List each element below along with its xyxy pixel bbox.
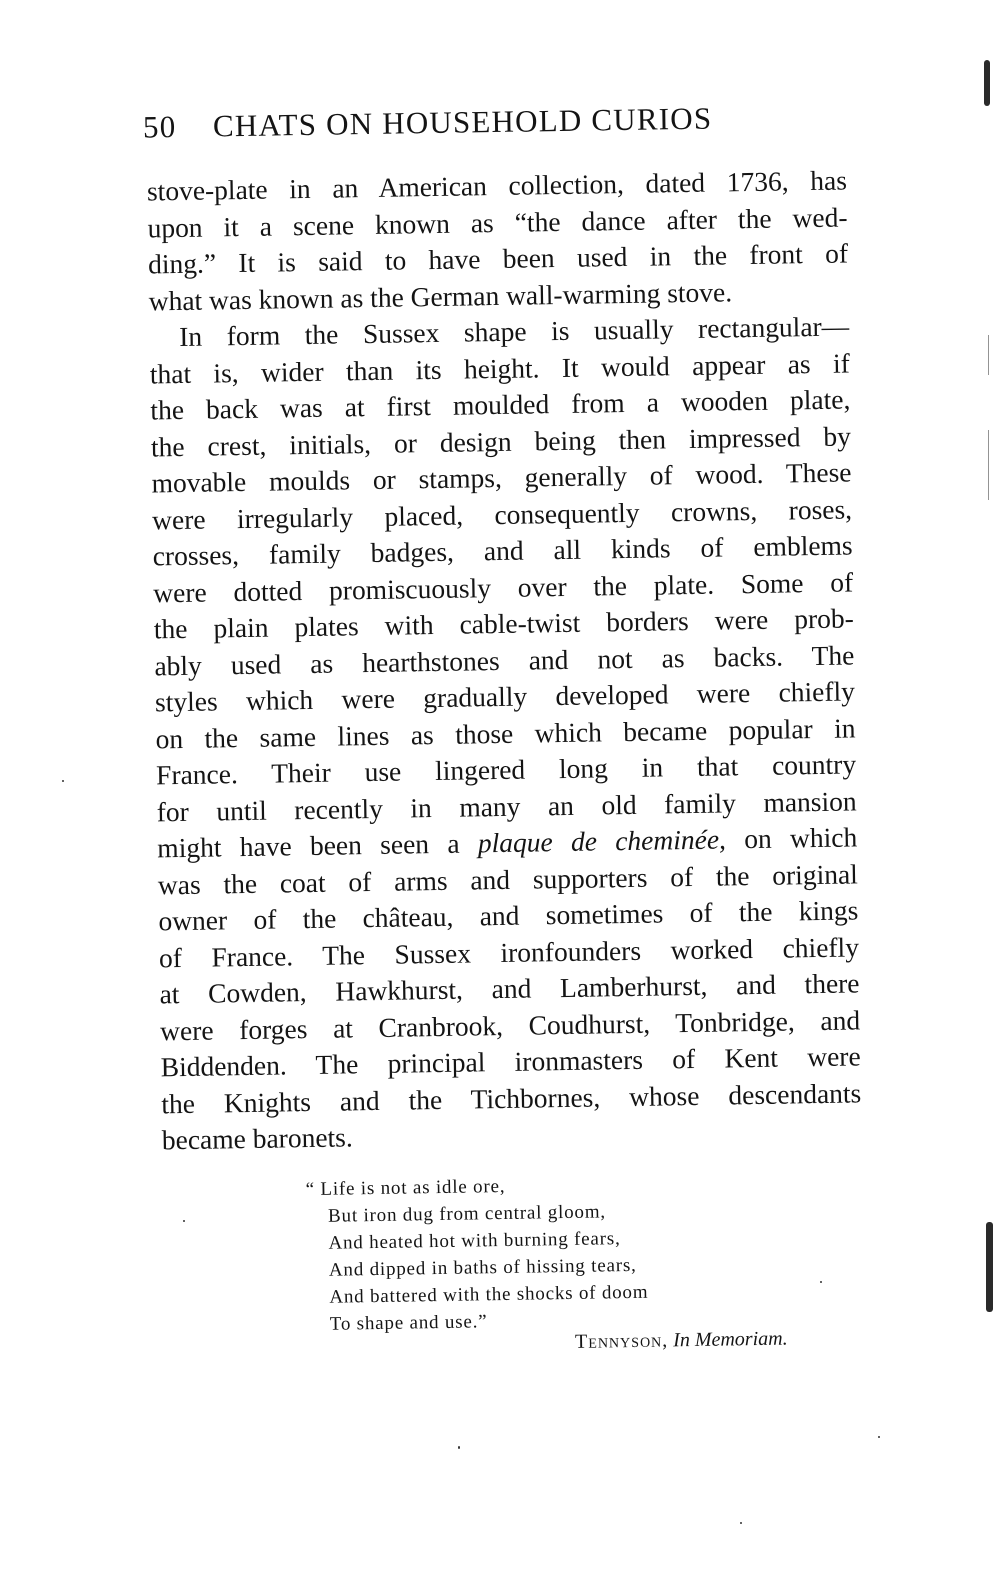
text-line: the back was at first moulded from a wooden plate, — [150, 383, 851, 426]
verse-line: To shape and use.” — [329, 1311, 488, 1335]
quote-attribution — [575, 1328, 788, 1354]
text-line: on the same lines as those which became popular in — [155, 711, 856, 754]
text-line: for until recently in many an old family mansion — [156, 784, 857, 827]
text-line: the plain plates with cable-twist borders were prob- — [153, 602, 854, 645]
text-line: France. Their use lingered long in that country — [155, 748, 857, 791]
running-head — [143, 99, 823, 146]
text-line: upon it a scene known as “the dance after the wed- — [147, 200, 848, 243]
verse-line: And dipped in baths of hissing tears, — [328, 1254, 637, 1281]
text-line: crosses, family badges, and all kinds of emblems — [152, 529, 853, 572]
verse-line: But iron dug from central gloom, — [327, 1201, 607, 1227]
body-text — [147, 162, 862, 1158]
text-line: became baronets. — [161, 1121, 353, 1156]
text-line: styles which were gradually developed were chiefly — [154, 675, 856, 718]
text-line: Biddenden. The principal ironmasters of Kent were — [160, 1040, 861, 1083]
text-line: were forges at Cranbrook, Coudhurst, Tonbridge, and — [159, 1003, 861, 1046]
page-number: 50 — [142, 109, 177, 145]
text-run: might have been seen a — [157, 827, 479, 864]
text-line: the crest, initials, or design being then impressed by — [150, 419, 852, 462]
quote-author: Tennyson, — [574, 1329, 669, 1353]
verse-line: And battered with the shocks of doom — [329, 1281, 649, 1308]
text-line: ding.” It is said to have been used in the front of — [147, 237, 849, 280]
scan-speck — [820, 1281, 822, 1283]
book-title: CHATS ON HOUSEHOLD CURIOS — [212, 100, 713, 144]
scan-speck — [62, 780, 64, 782]
text-line: of France. The Sussex ironfounders worked chiefly — [158, 930, 860, 973]
text-line: In form the Sussex shape is usually rectangular— — [179, 310, 850, 352]
text-line: the Knights and the Tichbornes, whose descendants — [161, 1076, 862, 1119]
text-line: what was known as the German wall-warming stove. — [148, 275, 733, 316]
scan-edge-mark — [988, 430, 989, 500]
scan-edge-mark — [984, 60, 990, 106]
verse-quotation — [305, 1167, 867, 1338]
scan-edge-mark — [988, 335, 989, 375]
verse-line: And heated hot with burning fears, — [328, 1228, 621, 1254]
text-line: was the coat of arms and supporters of the original — [157, 857, 859, 900]
text-line: at Cowden, Hawkhurst, and Lamberhurst, and there — [159, 967, 860, 1010]
verse-line: “ Life is not as idle ore, — [305, 1175, 506, 1201]
text-line: owner of the château, and sometimes of the kings — [158, 894, 859, 937]
scan-edge-mark — [986, 1222, 993, 1312]
scan-speck — [458, 1446, 460, 1449]
scan-speck — [183, 1220, 185, 1222]
text-line: were irregularly placed, consequently crowns, roses, — [151, 492, 853, 535]
scan-speck — [740, 1522, 742, 1524]
scan-speck — [878, 1436, 880, 1438]
quote-work-title: In Memoriam. — [673, 1327, 788, 1352]
text-run: on which — [725, 821, 858, 855]
text-line: movable moulds or stamps, generally of wood. These — [151, 456, 852, 499]
text-line: that is, wider than its height. It would appear as if — [149, 346, 850, 389]
text-line: ably used as hearthstones and not as backs. The — [154, 638, 855, 681]
text-line: stove-plate in an American collection, dated 1736, has — [146, 164, 848, 207]
text-line: were dotted promiscuously over the plate. Some of — [153, 565, 854, 608]
italic-phrase: plaque de cheminée, — [477, 823, 727, 859]
